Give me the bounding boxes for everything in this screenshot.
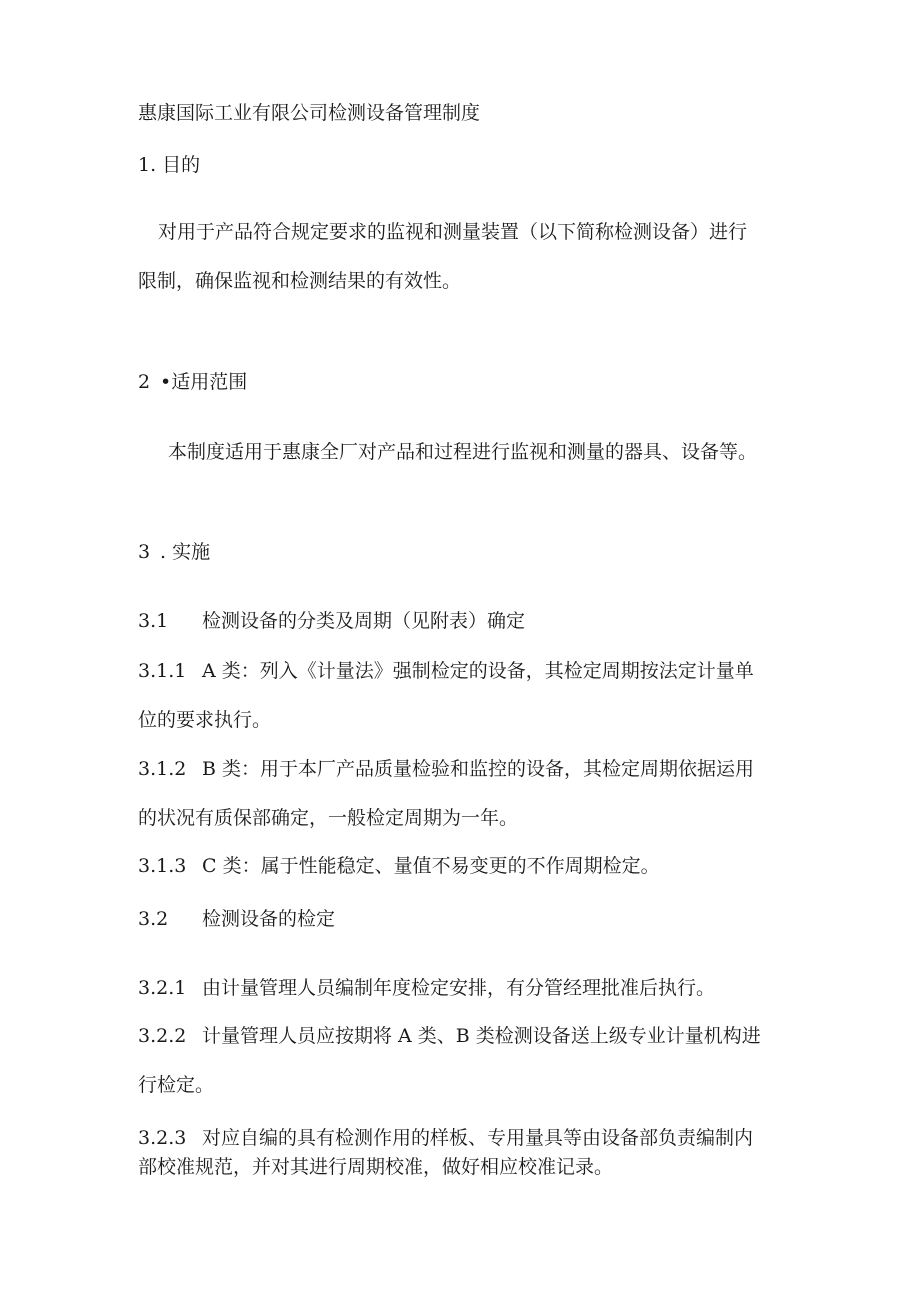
section-3-1-1-line-2: 位的要求执行。 [138, 709, 272, 731]
section-2-number: 2 [138, 371, 151, 393]
section-3-1-number: 3.1 [138, 610, 169, 632]
section-3-number: 3 [138, 541, 151, 563]
section-3-1 [138, 609, 525, 633]
section-2-paragraph: 本制度适用于惠康全厂对产品和过程进行监视和测量的器具、设备等。 [168, 441, 758, 463]
section-3-2-1-text: 由计量管理人员编制年度检定安排，有分管经理批准后执行。 [202, 977, 716, 999]
section-3-1-3-text: C 类：属于性能稳定、量值不易变更的不作周期检定。 [202, 855, 660, 877]
section-3-1-2-text: B 类：用于本厂产品质量检验和监控的设备，其检定周期依据运用 [202, 758, 755, 780]
section-3-2-2-text: 计量管理人员应按期将 A 类、B 类检测设备送上级专业计量机构进 [202, 1025, 761, 1047]
section-1-heading: 1. 目的 [138, 154, 201, 176]
section-3-2-2-number: 3.2.2 [138, 1025, 187, 1047]
document-title: 惠康国际工业有限公司检测设备管理制度 [138, 102, 481, 124]
section-3-1-2-line-2: 的状况有质保部确定，一般检定周期为一年。 [138, 807, 519, 829]
section-3-1-3 [138, 854, 660, 878]
section-3-2 [138, 907, 335, 931]
section-3-1-text: 检测设备的分类及周期（见附表）确定 [202, 610, 526, 632]
section-1-paragraph-line-1: 对用于产品符合规定要求的监视和测量装置（以下简称检测设备）进行 [158, 221, 748, 243]
section-3-1-1-text: A 类：列入《计量法》强制检定的设备，其检定周期按法定计量单 [202, 660, 754, 682]
section-3-2-3-number: 3.2.3 [138, 1127, 187, 1149]
section-3-heading [138, 540, 210, 564]
section-3-1-3-number: 3.1.3 [138, 855, 187, 877]
section-3-2-number: 3.2 [138, 908, 169, 930]
section-3-2-3-line-1 [138, 1126, 753, 1150]
section-3-1-2-number: 3.1.2 [138, 758, 187, 780]
section-3-2-1 [138, 976, 715, 1000]
section-3-2-2-line-1 [138, 1024, 761, 1048]
section-3-1-2-line-1 [138, 757, 754, 781]
section-3-title: . 实施 [160, 541, 211, 563]
section-3-2-text: 检测设备的检定 [202, 908, 336, 930]
section-3-2-2-line-2: 行检定。 [138, 1074, 215, 1096]
section-2-title: •适用范围 [160, 371, 248, 393]
section-3-1-1-number: 3.1.1 [138, 660, 187, 682]
section-1-paragraph-line-2: 限制，确保监视和检测结果的有效性。 [138, 270, 462, 292]
section-2-heading [138, 370, 247, 394]
section-3-2-1-number: 3.2.1 [138, 977, 187, 999]
section-3-2-3-text: 对应自编的具有检测作用的样板、专用量具等由设备部负责编制内 [202, 1127, 754, 1149]
section-3-1-1-line-1 [138, 659, 754, 683]
section-3-2-3-line-2: 部校准规范，并对其进行周期校准，做好相应校准记录。 [138, 1156, 614, 1178]
